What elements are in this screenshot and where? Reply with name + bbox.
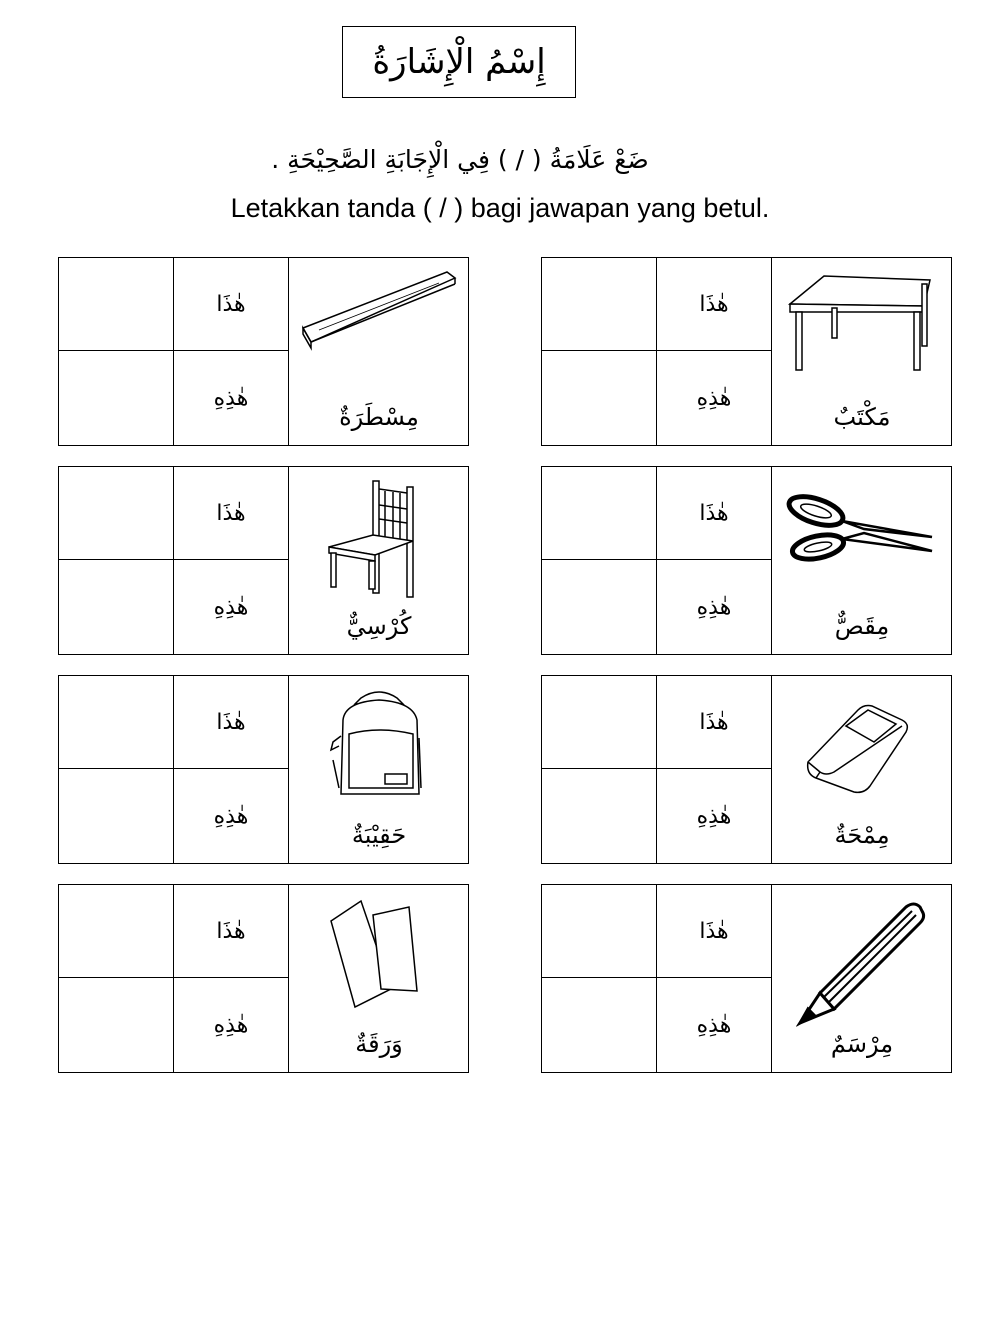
option-hadhihi: هٰذِهِ [657,769,772,863]
picture-area [289,467,469,654]
noun-label: مِقَصٌّ [834,612,890,640]
exercise-card-scissors [541,466,952,655]
option-hadha: هٰذَا [174,885,289,978]
option-hadha: هٰذَا [657,467,772,560]
answer-box-hadhihi[interactable] [542,769,657,863]
answer-box-hadha[interactable] [542,676,657,769]
answer-box-hadhihi[interactable] [59,978,174,1072]
picture-area [772,467,952,654]
answer-box-hadhihi[interactable] [59,560,174,654]
option-hadha: هٰذَا [657,676,772,769]
exercise-card-paper [58,884,469,1073]
picture-area [772,676,952,863]
option-hadhihi: هٰذِهِ [174,978,289,1072]
option-hadha: هٰذَا [174,467,289,560]
exercise-card-eraser [541,675,952,864]
answer-box-hadhihi[interactable] [59,351,174,445]
noun-label: وَرَقَةٌ [355,1030,403,1058]
exercise-card-pencil [541,884,952,1073]
noun-label: كُرْسِيٌّ [346,612,412,640]
option-hadhihi: هٰذِهِ [657,351,772,445]
picture-area [772,258,952,445]
exercise-card-chair [58,466,469,655]
answer-box-hadha[interactable] [59,676,174,769]
answer-box-hadha[interactable] [542,885,657,978]
option-hadha: هٰذَا [174,676,289,769]
page-title-text: إِسْمُ الْإِشَارَةُ [372,42,546,82]
noun-label: حَقِيْبَةٌ [351,821,407,849]
answer-box-hadha[interactable] [59,467,174,560]
noun-label: مِرْسَمٌ [830,1030,894,1058]
option-hadha: هٰذَا [657,885,772,978]
instruction-arabic: ضَعْ عَلَامَةُ ( / ) فِي الْإِجَابَةِ الصَّحِيْحَةِ . [271,145,649,174]
exercise-card-ruler [58,257,469,446]
answer-box-hadha[interactable] [542,467,657,560]
noun-label: مَكْتَبٌ [833,403,891,431]
page-title [342,26,576,98]
answer-box-hadhihi[interactable] [59,769,174,863]
instruction-malay: Letakkan tanda ( / ) bagi jawapan yang betul. [230,193,770,223]
noun-label: مِمْحَةٌ [834,821,890,849]
answer-box-hadha[interactable] [542,258,657,351]
option-hadhihi: هٰذِهِ [174,351,289,445]
picture-area [772,885,952,1072]
exercise-card-backpack [58,675,469,864]
option-hadhihi: هٰذِهِ [174,769,289,863]
answer-box-hadha[interactable] [59,885,174,978]
option-hadhihi: هٰذِهِ [174,560,289,654]
exercise-card-table [541,257,952,446]
answer-box-hadhihi[interactable] [542,978,657,1072]
answer-box-hadhihi[interactable] [542,560,657,654]
option-hadha: هٰذَا [174,258,289,351]
option-hadhihi: هٰذِهِ [657,978,772,1072]
option-hadha: هٰذَا [657,258,772,351]
picture-area [289,885,469,1072]
picture-area [289,258,469,445]
answer-box-hadha[interactable] [59,258,174,351]
option-hadhihi: هٰذِهِ [657,560,772,654]
answer-box-hadhihi[interactable] [542,351,657,445]
picture-area [289,676,469,863]
noun-label: مِسْطَرَةٌ [339,403,419,431]
